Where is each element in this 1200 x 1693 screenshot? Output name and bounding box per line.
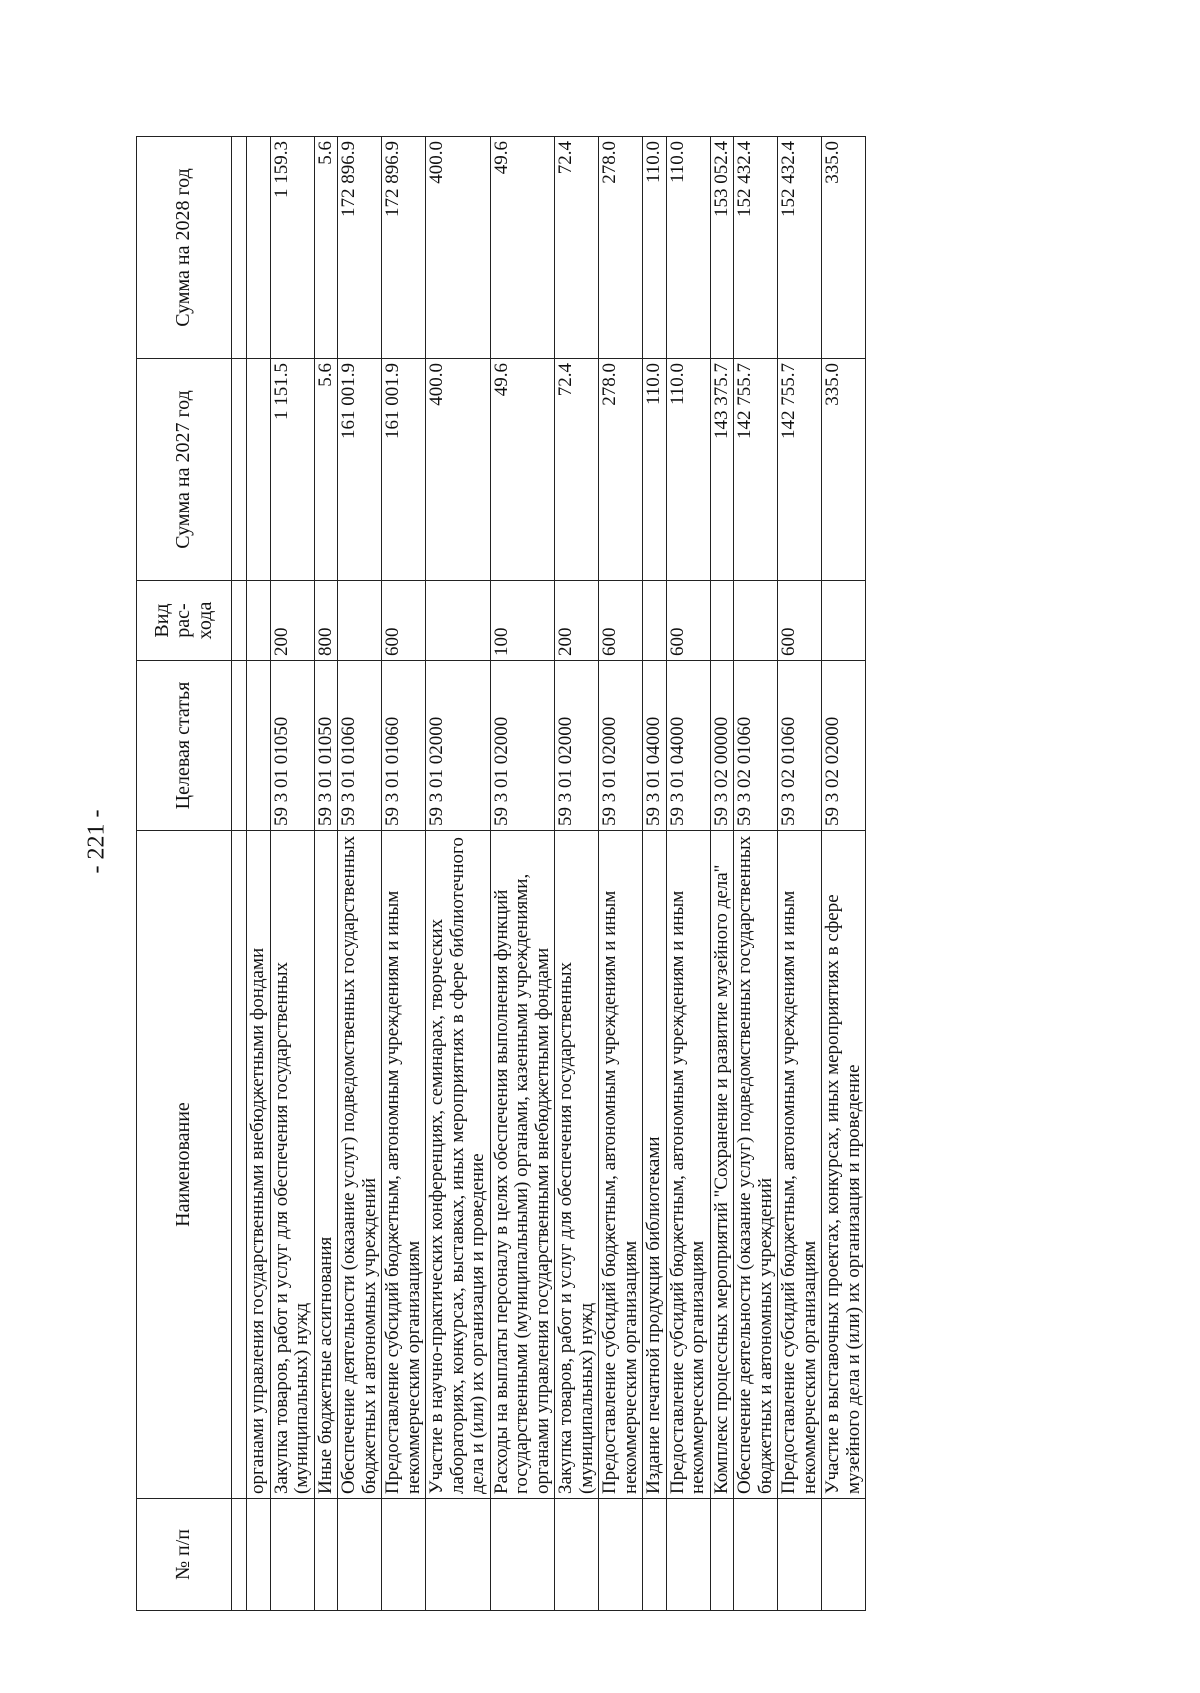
row-name: Участие в выставочных проектах, конкурсах, иных мероприятиях в сфере музейного дела и (или) их организация и проведение [822,831,866,1499]
row-number [382,1499,426,1611]
row-expense-kind [822,581,866,661]
header-name: Наименование [137,831,232,1499]
table-row [314,137,338,1611]
row-number [490,1499,555,1611]
header-sum-2027: Сумма на 2027 год [137,359,232,581]
row-expense-kind: 800 [314,581,338,661]
header-num: № п/п [137,1499,232,1611]
row-number [270,1499,314,1611]
row-sum-2028: 49.6 [490,137,555,359]
table-row [643,137,667,1611]
row-name [232,831,247,1499]
row-expense-kind: 600 [778,581,822,661]
table-row [599,137,643,1611]
row-sum-2028: 152 432.4 [734,137,778,359]
table-row [555,137,599,1611]
row-sum-2028: 110.0 [643,137,667,359]
row-expense-kind: 600 [666,581,710,661]
row-number [247,1499,271,1611]
row-expense-kind [426,581,491,661]
row-sum-2027: 49.6 [490,359,555,581]
row-target-article: 59 3 01 04000 [643,661,667,831]
row-name: Комплекс процессных мероприятий "Сохранение и развитие музейного дела" [710,831,734,1499]
row-target-article [232,661,247,831]
table-body [232,137,866,1611]
row-name: Предоставление субсидий бюджетным, автономным учреждениям и иным некоммерческим организациям [599,831,643,1499]
header-sum-2028: Сумма на 2028 год [137,137,232,359]
row-name: Обеспечение деятельности (оказание услуг) подведомственных государственных бюджетных и автономных учреждений [338,831,382,1499]
row-expense-kind [734,581,778,661]
row-target-article: 59 3 01 01050 [314,661,338,831]
row-name: Предоставление субсидий бюджетным, автономным учреждениям и иным некоммерческим организациям [778,831,822,1499]
row-sum-2027: 143 375.7 [710,359,734,581]
row-expense-kind [710,581,734,661]
row-target-article [247,661,271,831]
row-sum-2028: 110.0 [666,137,710,359]
row-number [555,1499,599,1611]
row-expense-kind: 200 [270,581,314,661]
row-number [822,1499,866,1611]
row-sum-2027: 278.0 [599,359,643,581]
row-number [232,1499,247,1611]
row-name: Предоставление субсидий бюджетным, автономным учреждениям и иным некоммерческим организациям [382,831,426,1499]
row-target-article: 59 3 02 00000 [710,661,734,831]
row-number [643,1499,667,1611]
row-sum-2028: 1 159.3 [270,137,314,359]
row-name: Предоставление субсидий бюджетным, автономным учреждениям и иным некоммерческим организациям [666,831,710,1499]
row-expense-kind: 600 [599,581,643,661]
row-sum-2028: 153 052.4 [710,137,734,359]
row-sum-2028: 335.0 [822,137,866,359]
table-row [426,137,491,1611]
row-expense-kind [643,581,667,661]
row-sum-2027: 72.4 [555,359,599,581]
row-sum-2027: 161 001.9 [338,359,382,581]
row-sum-2028 [247,137,271,359]
table-row [232,137,247,1611]
row-sum-2027: 110.0 [643,359,667,581]
table-row [270,137,314,1611]
row-target-article: 59 3 01 02000 [555,661,599,831]
table-row [490,137,555,1611]
table-row [666,137,710,1611]
row-sum-2027: 142 755.7 [734,359,778,581]
row-target-article: 59 3 01 01060 [382,661,426,831]
page-number: - 221 - [83,809,110,874]
table-row [778,137,822,1611]
table-row [822,137,866,1611]
row-target-article: 59 3 01 01050 [270,661,314,831]
row-number [710,1499,734,1611]
row-expense-kind [338,581,382,661]
row-sum-2027: 142 755.7 [778,359,822,581]
budget-table [136,136,866,1611]
row-number [338,1499,382,1611]
row-expense-kind: 100 [490,581,555,661]
row-sum-2027 [247,359,271,581]
table-row [247,137,271,1611]
row-target-article: 59 3 01 02000 [426,661,491,831]
row-sum-2027: 335.0 [822,359,866,581]
table-row [710,137,734,1611]
row-sum-2028: 152 432.4 [778,137,822,359]
row-number [314,1499,338,1611]
header-kind: Вид рас-хода [137,581,232,661]
row-target-article: 59 3 01 04000 [666,661,710,831]
row-number [778,1499,822,1611]
row-target-article: 59 3 02 01060 [778,661,822,831]
table-row [734,137,778,1611]
row-sum-2027: 400.0 [426,359,491,581]
row-name: Обеспечение деятельности (оказание услуг) подведомственных государственных бюджетных и автономных учреждений [734,831,778,1499]
row-target-article: 59 3 01 01060 [338,661,382,831]
row-sum-2027: 1 151.5 [270,359,314,581]
row-name: Издание печатной продукции библиотеками [643,831,667,1499]
row-name: Участие в научно-практических конференциях, семинарах, творческих лабораториях, конкурсах, выставках, иных мероприятиях в сфере библиотечного дела и (или) их организация и проведение [426,831,491,1499]
table-frame [136,137,1061,1611]
row-sum-2028 [232,137,247,359]
row-sum-2028: 72.4 [555,137,599,359]
row-sum-2028: 278.0 [599,137,643,359]
row-expense-kind: 200 [555,581,599,661]
table-row [382,137,426,1611]
row-sum-2028: 5.6 [314,137,338,359]
row-target-article: 59 3 02 01060 [734,661,778,831]
header-target: Целевая статья [137,661,232,831]
row-number [734,1499,778,1611]
row-expense-kind [232,581,247,661]
row-sum-2027: 5.6 [314,359,338,581]
row-target-article: 59 3 02 02000 [822,661,866,831]
row-target-article: 59 3 01 02000 [599,661,643,831]
row-sum-2027: 161 001.9 [382,359,426,581]
rotated-sheet [136,137,1061,1611]
row-sum-2027: 110.0 [666,359,710,581]
row-expense-kind: 600 [382,581,426,661]
row-sum-2027 [232,359,247,581]
row-name: Закупка товаров, работ и услуг для обеспечения государственных (муниципальных) нужд [270,831,314,1499]
row-name: Закупка товаров, работ и услуг для обеспечения государственных (муниципальных) нужд [555,831,599,1499]
row-name: органами управления государственными внебюджетными фондами [247,831,271,1499]
table-row [338,137,382,1611]
row-target-article: 59 3 01 02000 [490,661,555,831]
row-number [666,1499,710,1611]
row-number [426,1499,491,1611]
row-sum-2028: 400.0 [426,137,491,359]
row-number [599,1499,643,1611]
row-name: Расходы на выплаты персоналу в целях обеспечения выполнения функций государственными (муниципальными) органами, казенными учреждениями, органами управления государственными внебюджетными фондами [490,831,555,1499]
row-sum-2028: 172 896.9 [382,137,426,359]
row-expense-kind [247,581,271,661]
row-sum-2028: 172 896.9 [338,137,382,359]
header-row [137,137,232,1611]
row-name: Иные бюджетные ассигнования [314,831,338,1499]
